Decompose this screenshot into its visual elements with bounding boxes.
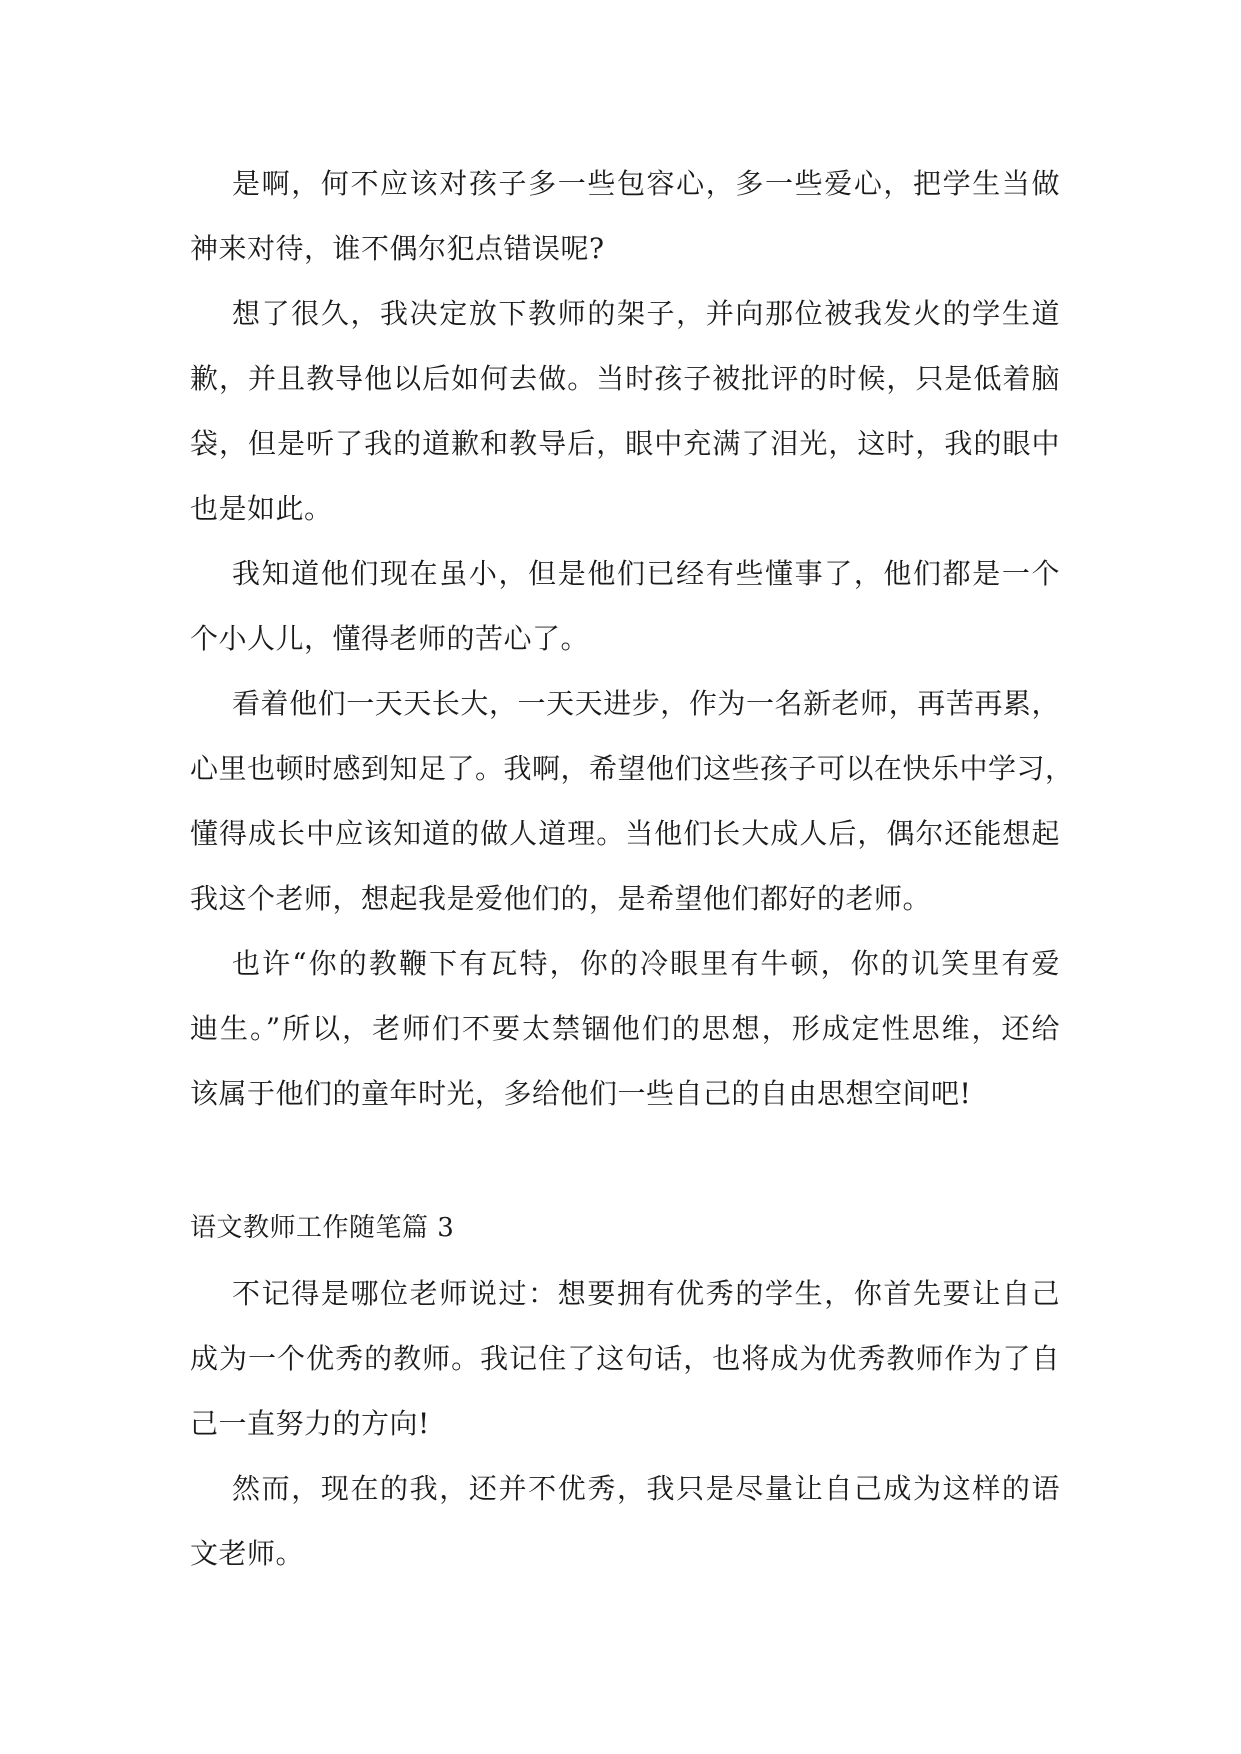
paragraph-line: 是啊，何不应该对孩子多一些包容心，多一些爱心，把学生当做 [232, 167, 1060, 200]
paragraph-line: 想了很久，我决定放下教师的架子，并向那位被我发火的学生道 [232, 297, 1060, 330]
paragraph [190, 1261, 1060, 1456]
paragraph-line: 文老师。 [190, 1537, 305, 1570]
paragraph-line: 懂得成长中应该知道的做人道理。当他们长大成人后，偶尔还能想起 [190, 817, 1060, 850]
paragraph [190, 931, 1060, 1126]
paragraph [190, 671, 1074, 931]
paragraph-line: 看着他们一天天长大，一天天进步，作为一名新老师，再苦再累， [232, 687, 1060, 720]
paragraph [190, 281, 1060, 541]
paragraph-line: 也许“你的教鞭下有瓦特，你的冷眼里有牛顿，你的讥笑里有爱 [232, 947, 1060, 980]
paragraph-line: 该属于他们的童年时光，多给他们一些自己的自由思想空间吧! [190, 1077, 972, 1110]
paragraph-line: 我这个老师，想起我是爱他们的，是希望他们都好的老师。 [190, 882, 932, 915]
paragraph [190, 1456, 1060, 1586]
paragraph [190, 541, 1060, 671]
paragraph-line: 迪生。”所以，老师们不要太禁锢他们的思想，形成定性思维，还给 [190, 1012, 1060, 1045]
paragraph-line: 个小人儿，懂得老师的苦心了。 [190, 622, 590, 655]
paragraph-line: 己一直努力的方向! [190, 1407, 430, 1440]
paragraph-line: 不记得是哪位老师说过：想要拥有优秀的学生，你首先要让自己 [232, 1277, 1060, 1310]
document-body [190, 151, 1074, 1586]
paragraph-line: 也是如此。 [190, 492, 333, 525]
paragraph-line: 袋，但是听了我的道歉和教导后，眼中充满了泪光，这时，我的眼中 [190, 427, 1060, 460]
paragraph-line: 心里也顿时感到知足了。我啊，希望他们这些孩子可以在快乐中学习， [190, 752, 1074, 785]
paragraph-line: 我知道他们现在虽小，但是他们已经有些懂事了，他们都是一个 [232, 557, 1060, 590]
section-spacer [190, 1126, 1060, 1196]
paragraph-line: 然而，现在的我，还并不优秀，我只是尽量让自己成为这样的语 [232, 1472, 1060, 1505]
section-heading: 语文教师工作随笔篇 3 [190, 1213, 455, 1243]
paragraph-line: 歉，并且教导他以后如何去做。当时孩子被批评的时候，只是低着脑 [190, 362, 1060, 395]
paragraph [190, 151, 1060, 281]
paragraph-line: 神来对待，谁不偶尔犯点错误呢? [190, 232, 605, 265]
paragraph-line: 成为一个优秀的教师。我记住了这句话，也将成为优秀教师作为了自 [190, 1342, 1060, 1375]
